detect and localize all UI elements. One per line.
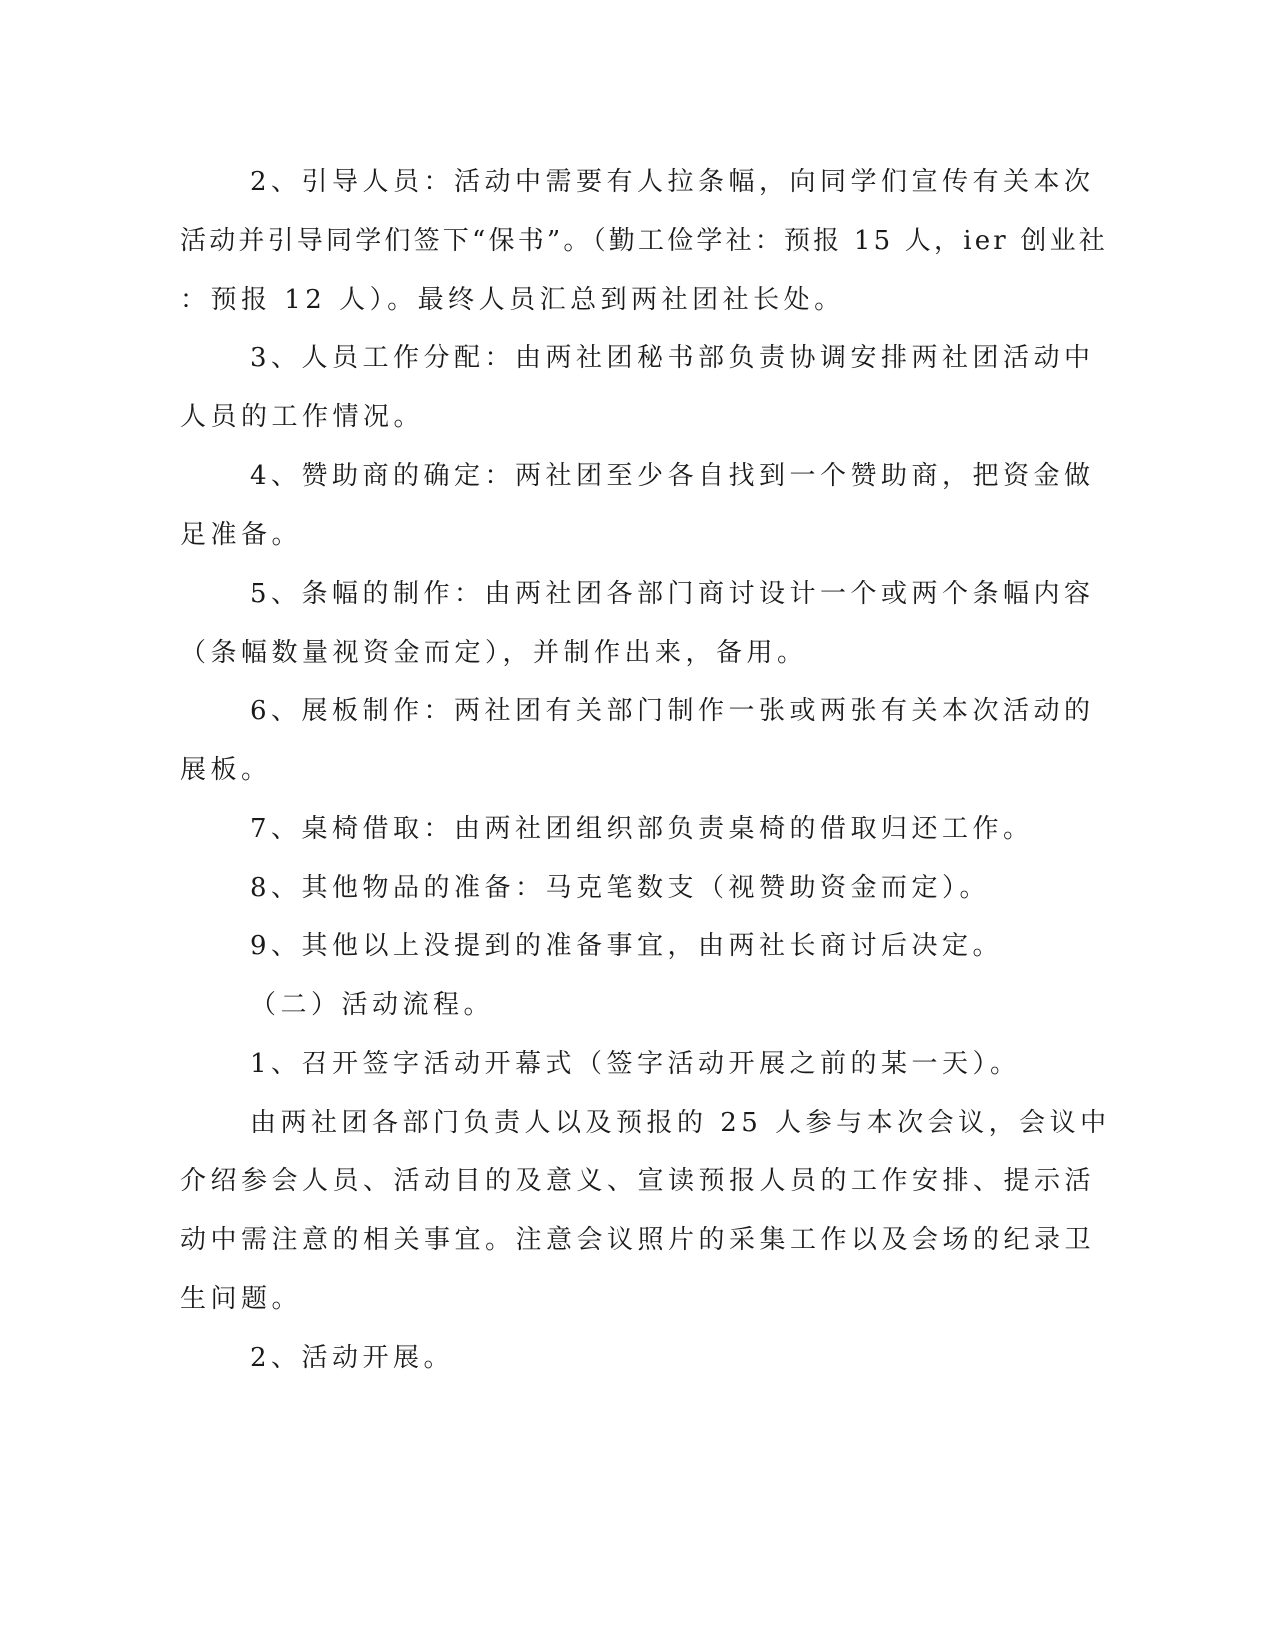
text-line-1: 2、引导人员：活动中需要有人拉条幅，向同学们宣传有关本次 <box>250 167 1095 197</box>
text-line-8: 5、条幅的制作：由两社团各部门商讨设计一个或两个条幅内容 <box>250 579 1095 609</box>
text-line-12: 7、桌椅借取：由两社团组织部负责桌椅的借取归还工作。 <box>250 814 1034 844</box>
text-line-16: 1、召开签字活动开幕式（签字活动开展之前的某一天）。 <box>250 1049 1021 1079</box>
text-line-17: 由两社团各部门负责人以及预报的 25 人参与本次会议，会议中 <box>250 1108 1111 1138</box>
text-line-6: 4、赞助商的确定：两社团至少各自找到一个赞助商，把资金做 <box>250 461 1095 491</box>
text-line-5: 人员的工作情况。 <box>180 402 425 432</box>
text-line-4: 3、人员工作分配：由两社团秘书部负责协调安排两社团活动中 <box>250 343 1095 373</box>
section-heading: （二）活动流程。 <box>250 990 495 1020</box>
text-line-18: 介绍参会人员、活动目的及意义、宣读预报人员的工作安排、提示活 <box>180 1166 1096 1196</box>
text-line-3: ：预报 12 人）。最终人员汇总到两社团社长处。 <box>180 285 845 315</box>
text-line-7: 足准备。 <box>180 520 303 550</box>
text-line-9: （条幅数量视资金而定），并制作出来，备用。 <box>180 638 808 668</box>
text-line-14: 9、其他以上没提到的准备事宜，由两社长商讨后决定。 <box>250 931 1004 961</box>
text-line-21: 2、活动开展。 <box>250 1343 455 1373</box>
text-line-11: 展板。 <box>180 755 272 785</box>
text-line-13: 8、其他物品的准备：马克笔数支（视赞助资金而定）。 <box>250 873 991 903</box>
text-line-2: 活动并引导同学们签下“保书”。（勤工俭学社：预报 15 人，ier 创业社 <box>180 226 1108 256</box>
text-line-19: 动中需注意的相关事宜。注意会议照片的采集工作以及会场的纪录卫 <box>180 1225 1096 1255</box>
text-line-10: 6、展板制作：两社团有关部门制作一张或两张有关本次活动的 <box>250 696 1095 726</box>
text-line-20: 生问题。 <box>180 1284 303 1314</box>
